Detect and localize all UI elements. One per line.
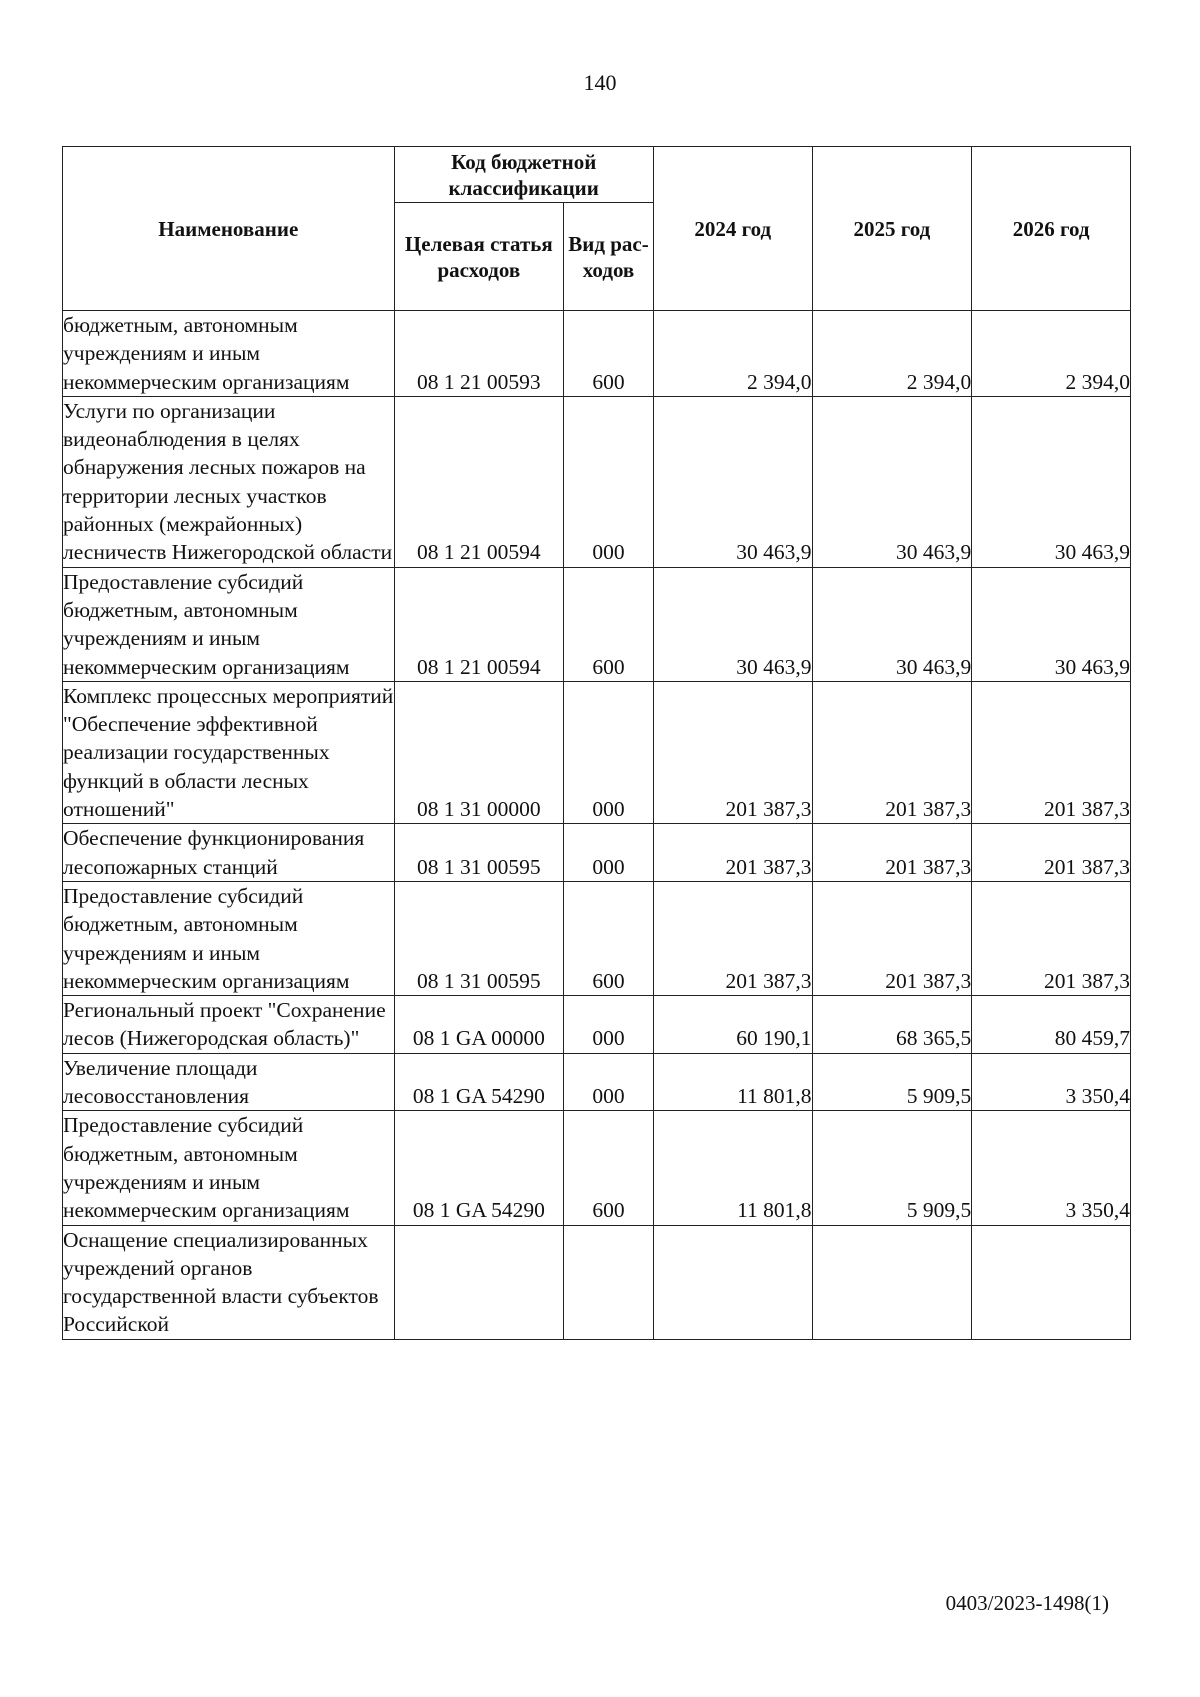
row-amount-2025	[812, 1225, 972, 1339]
row-name: Региональный проект "Сохранение лесов (Нижегородская область)"	[63, 996, 395, 1054]
row-amount-2024	[653, 1225, 812, 1339]
row-amount-2024: 60 190,1	[653, 996, 812, 1054]
row-target-article: 08 1 GA 54290	[394, 1053, 564, 1111]
row-target-article	[394, 1225, 564, 1339]
row-amount-2026: 201 387,3	[972, 881, 1131, 995]
row-expense-kind: 000	[564, 396, 654, 567]
header-year-2026: 2026 год	[972, 147, 1131, 311]
row-expense-kind: 000	[564, 996, 654, 1054]
row-amount-2025: 5 909,5	[812, 1111, 972, 1225]
row-name: Предоставление субсидий бюджетным, автономным учреждениям и иным некоммерческим организациям	[63, 881, 395, 995]
row-amount-2024: 30 463,9	[653, 396, 812, 567]
row-amount-2026: 201 387,3	[972, 824, 1131, 882]
row-amount-2026: 30 463,9	[972, 567, 1131, 681]
row-amount-2025: 68 365,5	[812, 996, 972, 1054]
row-amount-2026: 201 387,3	[972, 681, 1131, 823]
row-name: Оснащение специализированных учреждений органов государственной власти субъектов Российской	[63, 1225, 395, 1339]
row-amount-2026: 2 394,0	[972, 311, 1131, 397]
row-amount-2025: 201 387,3	[812, 824, 972, 882]
row-target-article: 08 1 31 00595	[394, 881, 564, 995]
row-amount-2026: 80 459,7	[972, 996, 1131, 1054]
document-number: 0403/2023-1498(1)	[945, 1591, 1109, 1615]
table-row	[63, 396, 1131, 567]
row-expense-kind: 600	[564, 311, 654, 397]
table-row	[63, 996, 1131, 1054]
row-amount-2024: 2 394,0	[653, 311, 812, 397]
header-year-2025: 2025 год	[812, 147, 972, 311]
row-amount-2026: 3 350,4	[972, 1111, 1131, 1225]
table-row	[63, 567, 1131, 681]
row-name: Услуги по организации видеонаблюдения в целях обнаружения лесных пожаров на территории лесных участков районных (межрайонных) лесничеств Нижегородской области	[63, 396, 395, 567]
row-name: Предоставление субсидий бюджетным, автономным учреждениям и иным некоммерческим организациям	[63, 1111, 395, 1225]
table-row	[63, 681, 1131, 823]
row-amount-2025: 5 909,5	[812, 1053, 972, 1111]
row-target-article: 08 1 GA 54290	[394, 1111, 564, 1225]
table-row	[63, 1053, 1131, 1111]
table-header	[63, 147, 1131, 311]
row-expense-kind: 600	[564, 567, 654, 681]
header-budget-code-group: Код бюджетной классификации	[394, 147, 653, 203]
row-target-article: 08 1 21 00593	[394, 311, 564, 397]
header-expense-kind: Вид рас-ходов	[564, 203, 654, 311]
row-amount-2025: 2 394,0	[812, 311, 972, 397]
row-name: Обеспечение функционирования лесопожарных станций	[63, 824, 395, 882]
row-expense-kind: 600	[564, 881, 654, 995]
row-expense-kind: 600	[564, 1111, 654, 1225]
row-amount-2025: 201 387,3	[812, 681, 972, 823]
row-name: Комплекс процессных мероприятий "Обеспечение эффективной реализации государственных функций в области лесных отношений"	[63, 681, 395, 823]
row-amount-2024: 201 387,3	[653, 824, 812, 882]
row-amount-2025: 30 463,9	[812, 567, 972, 681]
row-target-article: 08 1 31 00000	[394, 681, 564, 823]
table-row	[63, 311, 1131, 397]
header-year-2024: 2024 год	[653, 147, 812, 311]
page-number: 140	[583, 70, 617, 95]
row-amount-2024: 11 801,8	[653, 1111, 812, 1225]
table-row	[63, 1111, 1131, 1225]
row-target-article: 08 1 31 00595	[394, 824, 564, 882]
row-amount-2024: 201 387,3	[653, 681, 812, 823]
header-target-article: Целевая статья расходов	[394, 203, 564, 311]
row-amount-2025: 201 387,3	[812, 881, 972, 995]
row-target-article: 08 1 21 00594	[394, 567, 564, 681]
header-name: Наименование	[63, 147, 395, 311]
row-amount-2026: 3 350,4	[972, 1053, 1131, 1111]
table-body	[63, 311, 1131, 1340]
budget-table	[62, 146, 1131, 1340]
row-amount-2024: 30 463,9	[653, 567, 812, 681]
table-row	[63, 824, 1131, 882]
table-row	[63, 1225, 1131, 1339]
table-row	[63, 881, 1131, 995]
row-expense-kind	[564, 1225, 654, 1339]
row-amount-2024: 11 801,8	[653, 1053, 812, 1111]
row-expense-kind: 000	[564, 1053, 654, 1111]
row-amount-2026	[972, 1225, 1131, 1339]
row-name: Увеличение площади лесовосстановления	[63, 1053, 395, 1111]
row-target-article: 08 1 21 00594	[394, 396, 564, 567]
row-name: Предоставление субсидий бюджетным, автономным учреждениям и иным некоммерческим организациям	[63, 567, 395, 681]
row-expense-kind: 000	[564, 681, 654, 823]
row-amount-2026: 30 463,9	[972, 396, 1131, 567]
row-name: бюджетным, автономным учреждениям и иным некоммерческим организациям	[63, 311, 395, 397]
row-amount-2025: 30 463,9	[812, 396, 972, 567]
row-target-article: 08 1 GA 00000	[394, 996, 564, 1054]
row-expense-kind: 000	[564, 824, 654, 882]
row-amount-2024: 201 387,3	[653, 881, 812, 995]
